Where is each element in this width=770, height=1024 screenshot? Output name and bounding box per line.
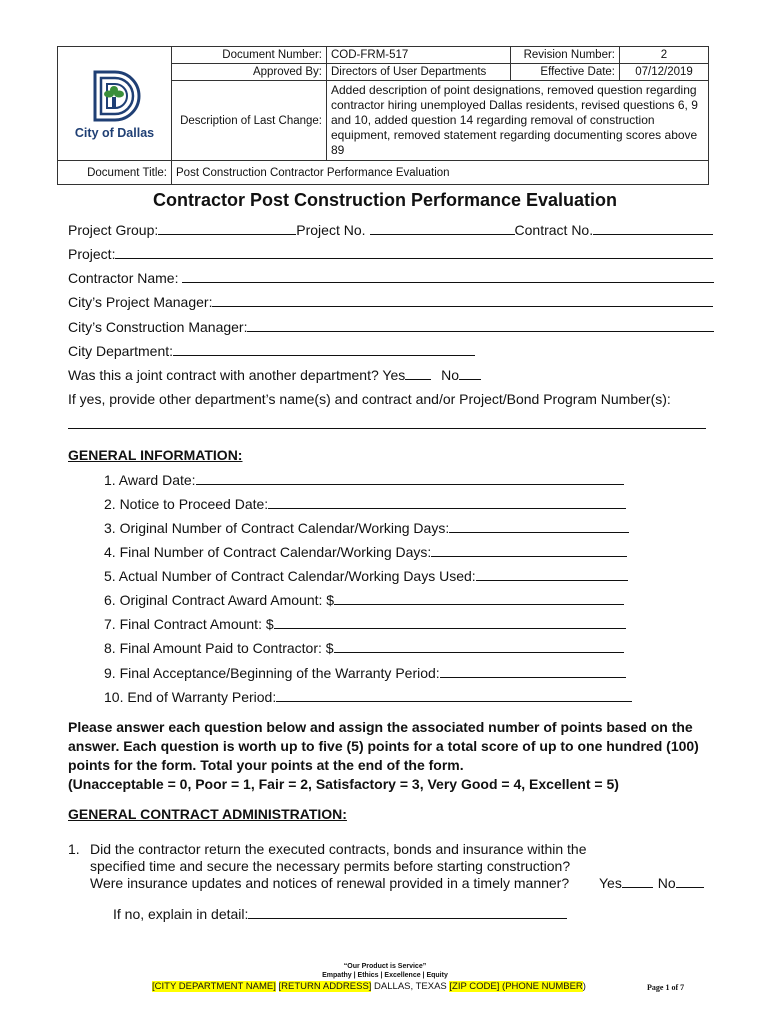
if-yes-text: If yes, provide other department’s name(s) and contract and/or Project/Bond Program Number(s):	[68, 391, 671, 407]
gi-label: 2. Notice to Proceed Date:	[104, 496, 269, 512]
gi-field[interactable]	[476, 567, 628, 581]
gi-field[interactable]	[334, 591, 624, 605]
approved-label: Approved By:	[172, 64, 327, 81]
footer-phone-close: )	[582, 981, 586, 992]
form-title: Contractor Post Construction Performance Evaluation	[152, 190, 618, 210]
document-header-table	[57, 46, 709, 185]
contractor-name-row	[68, 269, 714, 287]
joint-question: Was this a joint contract with another department? Yes	[68, 367, 406, 383]
approved-value: Directors of User Departments	[327, 64, 511, 81]
gi-final-amount	[104, 615, 626, 633]
q1-explain-row	[113, 905, 567, 923]
doc-number-value: COD-FRM-517	[327, 47, 511, 64]
gi-award-date	[104, 471, 624, 489]
city-cm-field[interactable]	[247, 318, 714, 332]
footer-phone: (PHONE NUMBER	[499, 981, 583, 992]
footer-zip: [ZIP CODE]	[449, 981, 500, 992]
city-pm-label: City’s Project Manager:	[68, 294, 213, 310]
revision-value: 2	[620, 47, 709, 64]
gi-label: 5. Actual Number of Contract Calendar/Working Days Used:	[104, 568, 476, 584]
doc-number-label: Document Number:	[172, 47, 327, 64]
gi-original-days	[104, 519, 629, 537]
joint-yes-field[interactable]	[405, 366, 431, 380]
logo-text: City of Dallas	[74, 125, 155, 140]
doc-title-value: Post Construction Contractor Performance Evaluation	[172, 161, 709, 185]
gi-field[interactable]	[196, 471, 624, 485]
project-group-field[interactable]	[158, 221, 296, 235]
question-line: Did the contractor return the executed contracts, bonds and insurance within the	[90, 841, 587, 857]
q1-yes-label: Yes	[599, 875, 622, 891]
gi-field[interactable]	[334, 639, 624, 653]
other-dept-field[interactable]	[68, 415, 706, 429]
city-cm-row	[68, 318, 714, 336]
q1-no-label: No	[657, 875, 676, 891]
instructions-paragraph: Please answer each question below and assign the associated number of points based on the answer. Each question is worth up to five (5) points for a total score of up to one hundred (100) points for the form. Total your points at the end of the form.	[68, 719, 699, 773]
project-no-field[interactable]	[370, 221, 515, 235]
desc-value: Added description of point designations, removed question regarding contractor hiring unemployed Dallas residents, revised questions 6, 9 and 10, added question 14 regarding removal of construction equipment, removed statement regarding documenting scores above 89	[327, 81, 709, 161]
contract-no-field[interactable]	[593, 221, 713, 235]
footer-dept: [CITY DEPARTMENT NAME]	[152, 981, 276, 992]
project-group-row	[68, 221, 713, 239]
footer-motto: “Our Product is Service”	[343, 963, 427, 970]
joint-contract-row	[68, 366, 481, 384]
gi-field[interactable]	[276, 688, 632, 702]
desc-label: Description of Last Change:	[172, 81, 327, 161]
general-info-heading: GENERAL INFORMATION:	[68, 447, 243, 463]
gi-field[interactable]	[268, 495, 626, 509]
city-pm-row	[68, 293, 713, 311]
city-dept-field[interactable]	[173, 342, 475, 356]
gi-amount-paid	[104, 639, 624, 657]
gi-label: 6. Original Contract Award Amount: $	[104, 592, 335, 608]
city-dept-label: City Department:	[68, 343, 174, 359]
question-number: 1.	[68, 841, 80, 857]
question-line: Were insurance updates and notices of renewal provided in a timely manner?	[90, 875, 570, 891]
gi-original-amount	[104, 591, 624, 609]
gi-ntp-date	[104, 495, 626, 513]
gi-label: 4. Final Number of Contract Calendar/Working Days:	[104, 544, 432, 560]
project-row	[68, 245, 713, 263]
effective-value: 07/12/2019	[620, 64, 709, 81]
joint-no-field[interactable]	[459, 366, 481, 380]
project-label: Project:	[68, 246, 116, 262]
gi-label: 1. Award Date:	[104, 472, 196, 488]
gi-field[interactable]	[440, 664, 626, 678]
q1-explain-label: If no, explain in detail:	[113, 906, 249, 922]
project-field[interactable]	[115, 245, 713, 259]
footer-return-address: [RETURN ADDRESS]	[278, 981, 372, 992]
revision-label: Revision Number:	[511, 47, 620, 64]
project-group-label: Project Group:	[68, 222, 159, 238]
q1-yes-field[interactable]	[622, 874, 653, 888]
gi-warranty-end	[104, 688, 632, 706]
question-line: specified time and secure the necessary permits before starting construction?	[90, 858, 571, 874]
gi-final-days	[104, 543, 627, 561]
gi-label: 10. End of Warranty Period:	[104, 689, 277, 705]
gi-actual-days	[104, 567, 628, 585]
footer-address	[152, 981, 586, 992]
q1-explain-field[interactable]	[248, 905, 567, 919]
city-cm-label: City’s Construction Manager:	[68, 319, 248, 335]
q1-no-field[interactable]	[676, 874, 704, 888]
contract-no-label: Contract No.	[514, 222, 594, 238]
gi-field[interactable]	[431, 543, 627, 557]
footer-values: Empathy | Ethics | Excellence | Equity	[322, 972, 448, 979]
joint-no-label: No	[441, 367, 460, 383]
doc-title-label: Document Title:	[58, 161, 172, 185]
gi-field[interactable]	[274, 615, 626, 629]
gi-label: 7. Final Contract Amount: $	[104, 616, 274, 632]
city-of-dallas-logo-icon	[87, 68, 143, 124]
city-pm-field[interactable]	[212, 293, 713, 307]
contractor-name-label: Contractor Name:	[68, 270, 179, 286]
city-dept-row	[68, 342, 475, 360]
gi-final-acceptance	[104, 664, 626, 682]
gca-heading: GENERAL CONTRACT ADMINISTRATION:	[68, 806, 347, 822]
contractor-name-field[interactable]	[182, 269, 714, 283]
project-no-label: Project No.	[296, 222, 366, 238]
gi-label: 3. Original Number of Contract Calendar/Working Days:	[104, 520, 450, 536]
effective-label: Effective Date:	[511, 64, 620, 81]
footer-city: DALLAS, TEXAS	[371, 981, 450, 992]
page-number: Page 1 of 7	[647, 983, 685, 992]
score-scale: (Unacceptable = 0, Poor = 1, Fair = 2, Satisfactory = 3, Very Good = 4, Excellent = 5)	[68, 776, 619, 792]
logo-cell	[58, 47, 172, 161]
gi-label: 8. Final Amount Paid to Contractor: $	[104, 640, 334, 656]
q1-yes-no	[599, 874, 704, 892]
gi-field[interactable]	[449, 519, 629, 533]
gi-label: 9. Final Acceptance/Beginning of the Warranty Period:	[104, 665, 440, 681]
